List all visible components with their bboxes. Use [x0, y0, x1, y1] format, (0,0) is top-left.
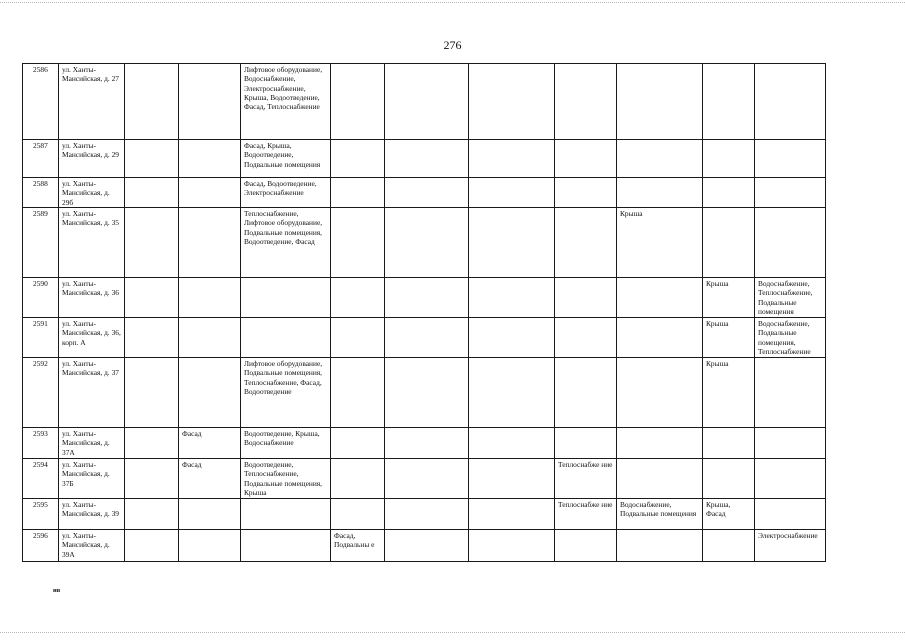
col-5-cell [241, 318, 331, 358]
table-row [23, 428, 826, 459]
col-5-cell: Лифтовое оборудование, Водоснабжение, Электроснабжение, Крыша, Водоотведение, Фасад, Теплоснабжение [241, 64, 331, 140]
col-5-cell: Фасад, Крыша, Водоотведение, Подвальные помещения [241, 140, 331, 178]
col-4-cell: Фасад [179, 428, 241, 459]
table-row [23, 358, 826, 428]
row-number: 2593 [23, 428, 59, 459]
col-12-cell: Водоснабжение, Теплоснабжение, Подвальные помещения [755, 278, 826, 318]
col-7-cell [385, 459, 469, 499]
col-11-cell [703, 530, 755, 562]
col-12-cell [755, 64, 826, 140]
row-number: 2590 [23, 278, 59, 318]
col-8-cell [469, 278, 555, 318]
col-7-cell [385, 530, 469, 562]
address-cell: ул. Ханты-Мансийская, д. 37 [59, 358, 125, 428]
col-9-cell [555, 178, 617, 208]
col-11-cell: Крыша [703, 358, 755, 428]
col-11-cell [703, 140, 755, 178]
address-cell: ул. Ханты-Мансийская, д. 37А [59, 428, 125, 459]
col-11-cell [703, 178, 755, 208]
col-11-cell [703, 428, 755, 459]
col-9-cell [555, 208, 617, 278]
col-10-cell [617, 318, 703, 358]
col-5-cell [241, 530, 331, 562]
col-12-cell [755, 178, 826, 208]
address-cell: ул. Ханты-Мансийская, д. 36, корп. А [59, 318, 125, 358]
page-number: 276 [443, 38, 462, 52]
col-5-cell [241, 278, 331, 318]
row-number: 2588 [23, 178, 59, 208]
col-5-cell: Водоотведение, Крыша, Водоснабжение [241, 428, 331, 459]
table-row [23, 499, 826, 530]
col-12-cell [755, 358, 826, 428]
col-9-cell [555, 318, 617, 358]
col-12-cell [755, 140, 826, 178]
row-number: 2587 [23, 140, 59, 178]
col-3-cell [125, 358, 179, 428]
col-4-cell [179, 530, 241, 562]
footer-mark: ив [53, 587, 61, 594]
col-6-cell [331, 428, 385, 459]
col-9-cell [555, 428, 617, 459]
col-6-cell [331, 64, 385, 140]
col-7-cell [385, 140, 469, 178]
col-3-cell [125, 278, 179, 318]
col-3-cell [125, 530, 179, 562]
col-9-cell [555, 278, 617, 318]
col-8-cell [469, 140, 555, 178]
col-6-cell [331, 358, 385, 428]
col-8-cell [469, 459, 555, 499]
row-number: 2594 [23, 459, 59, 499]
col-12-cell: Электроснабжение [755, 530, 826, 562]
col-3-cell [125, 140, 179, 178]
col-9-cell [555, 140, 617, 178]
table-row [23, 178, 826, 208]
col-7-cell [385, 278, 469, 318]
col-3-cell [125, 428, 179, 459]
col-12-cell [755, 208, 826, 278]
col-11-cell: Крыша [703, 278, 755, 318]
row-number: 2586 [23, 64, 59, 140]
col-10-cell [617, 428, 703, 459]
col-12-cell [755, 428, 826, 459]
table-row [23, 64, 826, 140]
table-row [23, 318, 826, 358]
col-10-cell [617, 278, 703, 318]
col-4-cell [179, 499, 241, 530]
col-11-cell: Крыша [703, 318, 755, 358]
col-11-cell: Крыша, Фасад [703, 499, 755, 530]
address-cell: ул. Ханты-Мансийская, д. 27 [59, 64, 125, 140]
col-9-cell [555, 358, 617, 428]
col-10-cell: Водоснабжение, Подвальные помещения [617, 499, 703, 530]
col-6-cell [331, 278, 385, 318]
row-number: 2591 [23, 318, 59, 358]
col-4-cell [179, 64, 241, 140]
col-7-cell [385, 178, 469, 208]
col-4-cell [179, 208, 241, 278]
col-7-cell [385, 499, 469, 530]
address-cell: ул. Ханты-Мансийская, д. 29 [59, 140, 125, 178]
col-3-cell [125, 64, 179, 140]
col-8-cell [469, 64, 555, 140]
col-8-cell [469, 428, 555, 459]
col-10-cell [617, 140, 703, 178]
col-6-cell [331, 140, 385, 178]
col-8-cell [469, 208, 555, 278]
address-cell: ул. Ханты-Мансийская, д. 36 [59, 278, 125, 318]
col-8-cell [469, 358, 555, 428]
col-10-cell [617, 64, 703, 140]
col-12-cell: Водоснабжение, Подвальные помещения, Теплоснабжение [755, 318, 826, 358]
col-4-cell [179, 140, 241, 178]
col-5-cell: Теплоснабжение, Лифтовое оборудование, Подвальные помещения, Водоотведение, Фасад [241, 208, 331, 278]
col-10-cell: Крыша [617, 208, 703, 278]
col-5-cell: Лифтовое оборудование, Подвальные помещения, Теплоснабжение, Фасад, Водоотведение [241, 358, 331, 428]
table-row [23, 530, 826, 562]
table-row [23, 459, 826, 499]
col-6-cell [331, 318, 385, 358]
col-7-cell [385, 358, 469, 428]
row-number: 2595 [23, 499, 59, 530]
col-5-cell [241, 499, 331, 530]
col-10-cell [617, 358, 703, 428]
col-7-cell [385, 428, 469, 459]
address-cell: ул. Ханты-Мансийская, д. 29б [59, 178, 125, 208]
col-9-cell: Теплоснабже ние [555, 459, 617, 499]
row-number: 2596 [23, 530, 59, 562]
col-6-cell [331, 178, 385, 208]
col-11-cell [703, 64, 755, 140]
col-3-cell [125, 318, 179, 358]
col-10-cell [617, 178, 703, 208]
col-5-cell: Фасад, Водоотведение, Электроснабжение [241, 178, 331, 208]
col-5-cell: Водоотведение, Теплоснабжение, Подвальные помещения, Крыша [241, 459, 331, 499]
col-12-cell [755, 499, 826, 530]
row-number: 2592 [23, 358, 59, 428]
col-3-cell [125, 499, 179, 530]
table-row [23, 278, 826, 318]
col-7-cell [385, 208, 469, 278]
col-10-cell [617, 459, 703, 499]
col-4-cell [179, 358, 241, 428]
col-9-cell: Теплоснабже ние [555, 499, 617, 530]
col-4-cell [179, 178, 241, 208]
col-4-cell: Фасад [179, 459, 241, 499]
col-6-cell: Фасад, Подвальны е [331, 530, 385, 562]
col-7-cell [385, 318, 469, 358]
address-cell: ул. Ханты-Мансийская, д. 39 [59, 499, 125, 530]
col-4-cell [179, 318, 241, 358]
table-row [23, 208, 826, 278]
col-7-cell [385, 64, 469, 140]
row-number: 2589 [23, 208, 59, 278]
col-8-cell [469, 530, 555, 562]
col-11-cell [703, 459, 755, 499]
col-6-cell [331, 208, 385, 278]
col-8-cell [469, 318, 555, 358]
col-6-cell [331, 499, 385, 530]
building-register-table [22, 63, 826, 562]
scan-edge-top [0, 2, 905, 6]
table-row [23, 140, 826, 178]
col-9-cell [555, 64, 617, 140]
col-6-cell [331, 459, 385, 499]
address-cell: ул. Ханты-Мансийская, д. 39А [59, 530, 125, 562]
col-3-cell [125, 459, 179, 499]
address-cell: ул. Ханты-Мансийская, д. 35 [59, 208, 125, 278]
col-9-cell [555, 530, 617, 562]
col-12-cell [755, 459, 826, 499]
address-cell: ул. Ханты-Мансийская, д. 37Б [59, 459, 125, 499]
col-8-cell [469, 178, 555, 208]
col-8-cell [469, 499, 555, 530]
scan-edge-bottom [0, 632, 905, 636]
col-11-cell [703, 208, 755, 278]
col-10-cell [617, 530, 703, 562]
col-3-cell [125, 178, 179, 208]
col-3-cell [125, 208, 179, 278]
col-4-cell [179, 278, 241, 318]
